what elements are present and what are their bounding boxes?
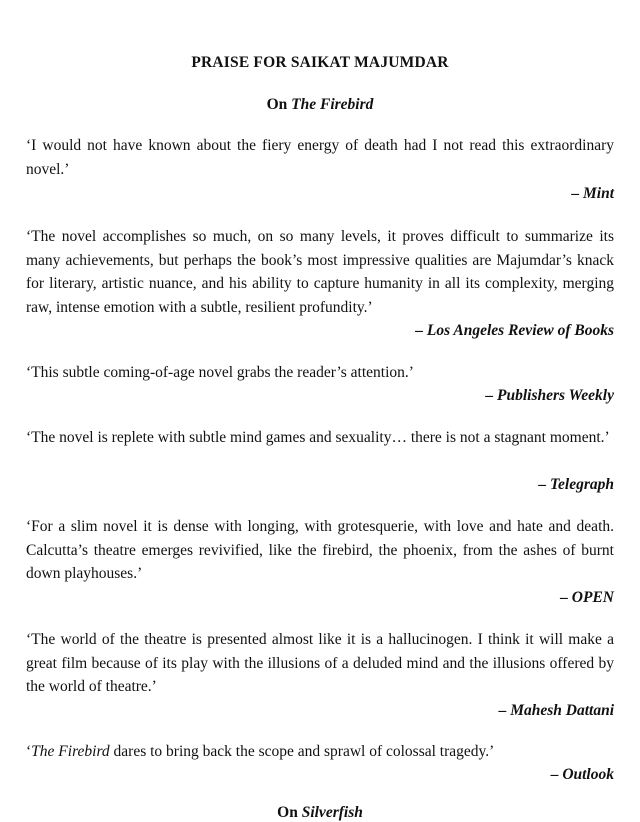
praise-quote: ‘For a slim novel it is dense with longing, with grotesquerie, with love and hate and death. Calcutta’s theatre emerges revivified, like the firebird, the phoenix, from the ashes of burnt down playhouses.’ bbox=[26, 518, 614, 583]
section-heading-prefix: On bbox=[277, 804, 302, 821]
praise-quote: ‘The world of the theatre is presented almost like it is a hallucinogen. I think it will make a great film because of its play with the illusions of a deluded mind and the illusions offered by the world of theatre.’ bbox=[26, 631, 614, 696]
page-title: PRAISE FOR SAIKAT MAJUMDAR bbox=[191, 54, 449, 71]
praise-quote: ‘The novel is replete with subtle mind games and sexuality… there is not a stagnant moment.’ bbox=[26, 429, 610, 446]
praise-source: – OPEN bbox=[560, 589, 614, 606]
praise-source: – Publishers Weekly bbox=[485, 387, 614, 404]
praise-source: – Outlook bbox=[550, 766, 614, 783]
quote-open-mark: ‘ bbox=[26, 743, 32, 760]
section-heading-book: The Firebird bbox=[291, 96, 374, 113]
praise-source: – Mint bbox=[571, 185, 614, 202]
section-heading-silverfish bbox=[26, 804, 614, 822]
praise-quote: ‘The novel accomplishes so much, on so many levels, it proves difficult to summarize its many achievements, but perhaps the book’s most impressive qualities are Majumdar’s knack for literary, artistic nuance, and his ability to capture humanity in all its complexity, merging raw, intense emotion with a subtle, resilient profundity.’ bbox=[26, 228, 614, 316]
section-heading-firebird bbox=[26, 96, 614, 114]
quote-book-title: The Firebird bbox=[31, 743, 110, 760]
praise-source: – Los Angeles Review of Books bbox=[415, 322, 614, 339]
praise-source: – Mahesh Dattani bbox=[498, 702, 614, 719]
section-heading-prefix: On bbox=[266, 96, 292, 113]
quote-rest: dares to bring back the scope and sprawl of colossal tragedy.’ bbox=[109, 743, 495, 760]
praise-source: – Telegraph bbox=[538, 476, 614, 493]
section-heading-book: Silverfish bbox=[301, 804, 363, 821]
praise-quote: ‘I would not have known about the fiery energy of death had I not read this extraordinary novel.’ bbox=[26, 137, 614, 178]
praise-quote bbox=[26, 740, 614, 764]
praise-quote: ‘This subtle coming-of-age novel grabs the reader’s attention.’ bbox=[26, 364, 414, 381]
